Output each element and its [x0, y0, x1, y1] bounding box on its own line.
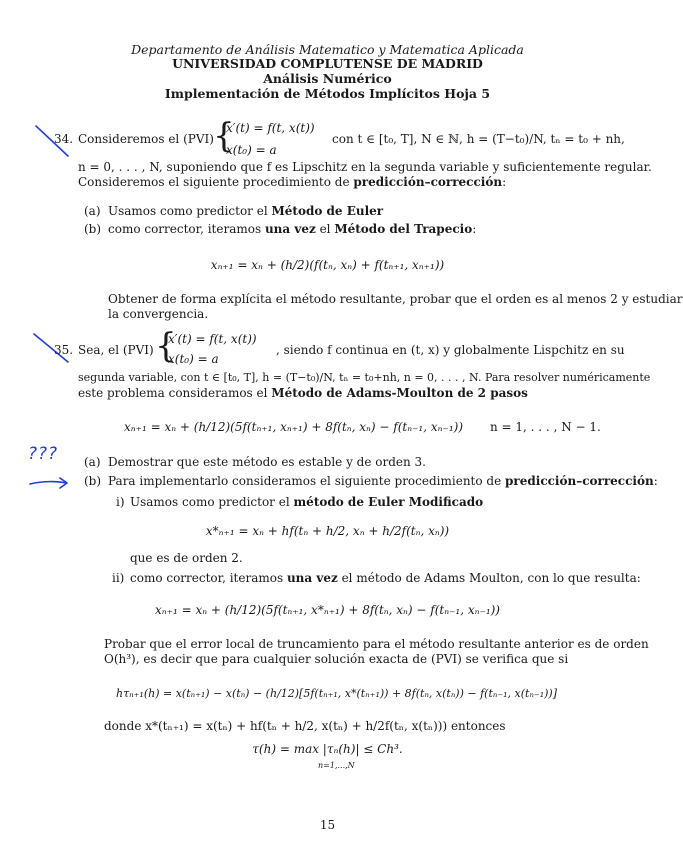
system-brace: {	[155, 326, 177, 366]
system-brace: {	[213, 116, 235, 156]
university-line: UNIVERSIDAD COMPLUTENSE DE MADRID	[172, 56, 483, 71]
item-b-text: como corrector, iteramos una vez el Método del Trapecio:	[108, 222, 477, 236]
subitem-i-after: que es de orden 2.	[130, 551, 243, 565]
trapezoid-formula: xₙ₊₁ = xₙ + (h/2)(f(tₙ, xₙ) + f(tₙ₊₁, xₙ₊₁))	[210, 258, 445, 272]
system-initial: x(t₀) = a	[226, 143, 277, 157]
system-initial: x(t₀) = a	[168, 352, 219, 366]
item-b-label: (b)	[84, 474, 102, 488]
item-a-text: Usamos como predictor el Método de Euler	[108, 204, 384, 218]
arrow-mark	[30, 478, 67, 488]
subitem-ii-text: como corrector, iteramos una vez el método de Adams Moulton, con lo que resulta:	[130, 571, 641, 585]
exercise-35-line3: este problema consideramos el Método de Adams-Moulton de 2 pasos	[78, 386, 528, 400]
exercise-34-closing-2: la convergencia.	[108, 307, 209, 321]
item-b-label: (b)	[84, 222, 102, 236]
truncation-formula: hτₙ₊₁(h) = x(tₙ₊₁) − x(tₙ) − (h/12)[5f(tₙ₊₁, x*(tₙ₊₁)) + 8f(tₙ, x(tₙ)) − f(tₙ₋₁, x(tₙ₋₁))]	[116, 687, 557, 700]
question-marks: ???	[28, 444, 59, 464]
department-line: Departamento de Análisis Matematico y Matematica Aplicada	[131, 42, 524, 57]
exercise-34-closing-1: Obtener de forma explícita el método resultante, probar que el orden es al menos 2 y estudiar	[108, 292, 683, 306]
subitem-i-label: i)	[116, 495, 125, 509]
proof-line-2: O(h³), es decir que para cualquier solución exacta de (PVI) se verifica que si	[104, 652, 569, 666]
exercise-35-intro: Sea, el (PVI)	[78, 343, 154, 357]
item-b-text: Para implementarlo consideramos el siguiente procedimiento de predicción–corrección:	[108, 474, 658, 488]
item-a-label: (a)	[84, 204, 101, 218]
corrector-formula: xₙ₊₁ = xₙ + (h/12)(5f(tₙ₊₁, x*ₙ₊₁) + 8f(tₙ, xₙ) − f(tₙ₋₁, xₙ₋₁))	[154, 603, 500, 617]
euler-modified-formula: x*ₙ₊₁ = xₙ + hf(tₙ + h/2, xₙ + h/2f(tₙ, xₙ))	[205, 524, 450, 538]
formula-range: n = 1, . . . , N − 1.	[490, 420, 601, 434]
system-ode: x′(t) = f(t, x(t))	[226, 121, 315, 135]
exercise-35-conditions: , siendo f continua en (t, x) y globalmente Lispchitz en su	[276, 343, 625, 357]
max-subscript: n=1,...,N	[318, 761, 355, 770]
exercise-35-line2: segunda variable, con t ∈ [t₀, T], h = (T−t₀)/N, tₙ = t₀+nh, n = 0, . . . , N. Para resolver numéricamente	[78, 371, 651, 384]
item-a-text: Demostrar que este método es estable y de orden 3.	[108, 455, 426, 469]
system-ode: x′(t) = f(t, x(t))	[168, 332, 257, 346]
adams-moulton-formula: xₙ₊₁ = xₙ + (h/12)(5f(tₙ₊₁, xₙ₊₁) + 8f(tₙ, xₙ) − f(tₙ₋₁, xₙ₋₁))	[124, 420, 464, 434]
donde-line: donde x*(tₙ₊₁) = x(tₙ) + hf(tₙ + h/2, x(tₙ) + h/2f(tₙ, x(tₙ))) entonces	[104, 719, 506, 733]
exercise-35-number: 35.	[54, 343, 74, 357]
proof-line-1: Probar que el error local de truncamiento para el método resultante anterior es de orden	[104, 637, 649, 651]
subitem-i-text: Usamos como predictor el método de Euler Modificado	[130, 495, 484, 509]
item-a-label: (a)	[84, 455, 101, 469]
exercise-34-intro: Consideremos el (PVI)	[78, 132, 214, 146]
exercise-34-line2: n = 0, . . . , N, suponiendo que f es Lipschitz en la segunda variable y suficientemente regular.	[78, 160, 652, 174]
page-number: 15	[319, 818, 336, 832]
exercise-34-line3: Consideremos el siguiente procedimiento de predicción–corrección:	[78, 175, 507, 189]
exercise-34-number: 34.	[54, 132, 74, 146]
sheet-title: Implementación de Métodos Implícitos Hoja 5	[164, 86, 491, 101]
course-line: Análisis Numérico	[263, 71, 392, 86]
subitem-ii-label: ii)	[112, 571, 125, 585]
exercise-34-conditions: con t ∈ [t₀, T], N ∈ ℕ, h = (T−t₀)/N, tₙ = t₀ + nh,	[332, 132, 625, 146]
max-formula: τ(h) = max |τₙ(h)| ≤ Ch³.	[252, 742, 403, 756]
